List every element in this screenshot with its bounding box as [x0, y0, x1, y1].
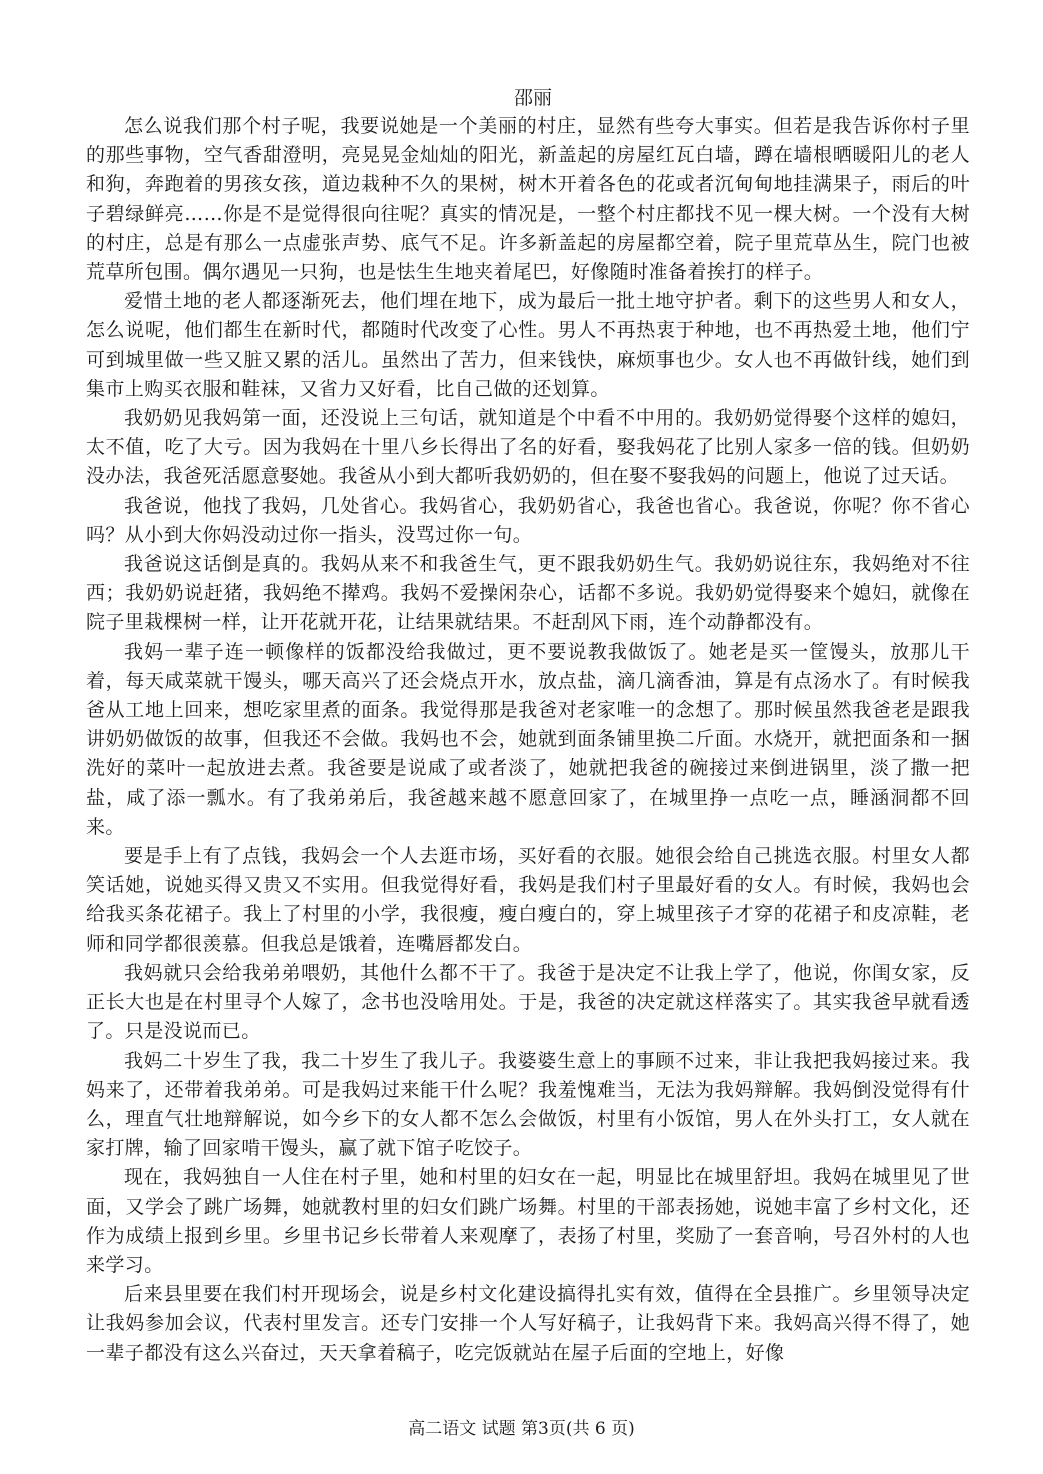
paragraph-9: 我妈二十岁生了我，我二十岁生了我儿子。我婆婆生意上的事顾不过来，非让我把我妈接过来。我妈来了，还带着我弟弟。可是我妈过来能干什么呢？我羞愧难当，无法为我妈辩解。我妈倒没觉得有什么，理直气壮地辩解说，如今乡下的女人都不怎么会做饭，村里有小饭馆，男人在外头打工，女人就在家打牌，输了回家啃干馒头，赢了就下馆子吃饺子。 [86, 1049, 970, 1160]
paragraph-3: 我奶奶见我妈第一面，还没说上三句话，就知道是个中看不中用的。我奶奶觉得娶个这样的媳妇，太不值，吃了大亏。因为我妈在十里八乡长得出了名的好看，娶我妈花了比别人家多一倍的钱。但奶奶没办法，我爸死活愿意娶她。我爸从小到大都听我奶奶的，但在娶不娶我妈的问题上，他说了过天话。 [86, 407, 970, 488]
paragraph-5: 我爸说这话倒是真的。我妈从来不和我爸生气，更不跟我奶奶生气。我奶奶说往东，我妈绝对不往西；我奶奶说赶猪，我妈绝不撵鸡。我妈不爱操闲杂心，话都不多说。我奶奶觉得娶来个媳妇，就像在院子里栽棵树一样，让开花就开花，让结果就结果。不赶刮风下雨，连个动静都没有。 [86, 553, 970, 634]
paragraph-7: 要是手上有了点钱，我妈会一个人去逛市场，买好看的衣服。她很会给自己挑选衣服。村里女人都笑话她，说她买得又贵又不实用。但我觉得好看，我妈是我们村子里最好看的女人。有时候，我妈也会给我买条花裙子。我上了村里的小学，我很瘦，瘦白瘦白的，穿上城里孩子才穿的花裙子和皮凉鞋，老师和同学都很羡慕。但我总是饿着，连嘴唇都发白。 [86, 845, 970, 955]
author-name: 邵丽 [513, 87, 552, 109]
paragraph-4: 我爸说，他找了我妈，几处省心。我妈省心，我奶奶省心，我爸也省心。我爸说，你呢？你不省心吗？从小到大你妈没动过你一指头，没骂过你一句。 [86, 494, 970, 546]
paragraph-2: 爱惜土地的老人都逐渐死去，他们埋在地下，成为最后一批土地守护者。剩下的这些男人和女人，怎么说呢，他们都生在新时代，都随时代改变了心性。男人不再热衷于种地，也不再热爱土地，他们宁可到城里做一些又脏又累的活儿。虽然出了苦力，但来钱快，麻烦事也少。女人也不再做针线，她们到集市上购买衣服和鞋袜，又省力又好看，比自己做的还划算。 [86, 290, 970, 400]
paragraph-1: 怎么说我们那个村子呢，我要说她是一个美丽的村庄，显然有些夸大事实。但若是我告诉你村子里的那些事物，空气香甜澄明，亮晃晃金灿灿的阳光，新盖起的房屋红瓦白墙，蹲在墙根晒暖阳儿的老人和狗，奔跑着的男孩女孩，道边栽种不久的果树，树木开着各色的花或者沉甸甸地挂满果子，雨后的叶子碧绿鲜亮……你是不是觉得很向往呢？真实的情况是，一整个村庄都找不见一棵大树。一个没有大树的村庄，总是有那么一点虚张声势、底气不足。许多新盖起的房屋都空着，院子里荒草丛生，院门也被荒草所包围。偶尔遇见一只狗，也是怯生生地夹着尾巴，好像随时准备着挨打的样子。 [86, 115, 970, 284]
paragraph-10: 现在，我妈独自一人住在村子里，她和村里的妇女在一起，明显比在城里舒坦。我妈在城里见了世面，又学会了跳广场舞，她就教村里的妇女们跳广场舞。村里的干部表扬她，说她丰富了乡村文化，还作为成绩上报到乡里。乡里书记乡长带着人来观摩了，表扬了村里，奖励了一套音响，号召外村的人也来学习。 [86, 1166, 970, 1276]
paragraph-11: 后来县里要在我们村开现场会，说是乡村文化建设搞得扎实有效，值得在全县推广。乡里领导决定让我妈参加会议，代表村里发言。还专门安排一个人写好稿子，让我妈背下来。我妈高兴得不得了，她一辈子都没有这么兴奋过，天天拿着稿子，吃完饭就站在屋子后面的空地上，好像 [86, 1283, 970, 1364]
page-footer: 高二语文 试题 第3页(共 6 页) [408, 1419, 635, 1439]
paragraph-6: 我妈一辈子连一顿像样的饭都没给我做过，更不要说教我做饭了。她老是买一筐馒头，放那儿干着，每天咸菜就干馒头，哪天高兴了还会烧点开水，放点盐，滴几滴香油，算是有点汤水了。有时候我爸从工地上回来，想吃家里煮的面条。我觉得那是我爸对老家唯一的念想了。那时候虽然我爸老是跟我讲奶奶做饭的故事，但我还不会做。我妈也不会，她就到面条铺里换二斤面。水烧开，就把面条和一捆洗好的菜叶一起放进去煮。我爸要是说咸了或者淡了，她就把我爸的碗接过来倒进锅里，淡了撒一把盐，咸了添一瓢水。有了我弟弟后，我爸越来越不愿意回家了，在城里挣一点吃一点，睡涵洞都不回来。 [86, 640, 970, 838]
story-page [86, 84, 970, 1404]
paragraph-8: 我妈就只会给我弟弟喂奶，其他什么都不干了。我爸于是决定不让我上学了，他说，你闺女家，反正长大也是在村里寻个人嫁了，念书也没啥用处。于是，我爸的决定就这样落实了。其实我爸早就看透了。只是没说而已。 [86, 961, 970, 1043]
